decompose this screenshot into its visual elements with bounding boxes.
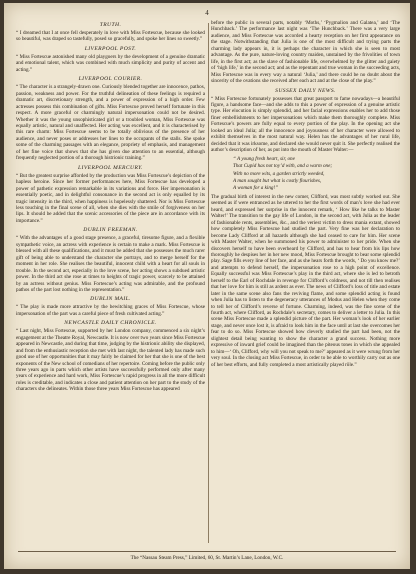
section-heading: SUSSEX DAILY NEWS.	[275, 87, 336, 94]
review-liverpool-mercury	[16, 164, 205, 225]
review-continued	[211, 20, 400, 85]
section-text: “ Last night, Miss Fortescue, supported by her London company, commenced a six night’s engagement at the Theatre Royal, Newcastle. It is now over two years since Miss Fortescue appeared in Newcastle, and during that time, judging by the histrionic ability she displayed, and from the enthusiastic reception she met with last night, the talented lady has made such good use of her opportunities that it may fairly be claimed for her that she is one of the best exponents of the New school of comedians of her repertoire. Coming before the public only three years ago in parts which other artists have successfully performed only after many years of experience and hard work, Miss Fortescue’s rapid progress in all the more difficult roles is creditable, and indicates a close and patient attention on her part to the study of the characters she delineates. Within those three years Miss Fortescue has appeared	[16, 328, 205, 393]
review-newcastle-daily-chronicle	[16, 319, 205, 393]
page-sheet	[4, 3, 410, 569]
section-heading: LIVERPOOL POST.	[84, 45, 137, 52]
review-liverpool-post	[16, 45, 205, 73]
left-column	[16, 20, 205, 545]
column-divider	[208, 23, 209, 543]
section-heading: LIVERPOOL COURIER.	[78, 76, 143, 83]
section-text: The gradual birth of interest in the new comer, Clifford, was most subtly worked out. She seemed as if were entranced as he uttered to her the first words of man’s love she had ever heard, and expressed her surprise in the innocent remark, ‘ How like he talks to Master Walter!’ The transition to the gay life of London, in the second act, with Julia as the leader of fashionable rents, assemblies, &c., and the veriest victim to dress mania extant, showed how completely Miss Fortescue had studied the part. Very fine was her declaration to become Lady Clifford at all hazards although she had ceased to care for him. Her scene with Master Walter, when he summoned his power to administer to her pride. When she discovers herself to have been overheard by Clifford, and has to hear from his lips how thoroughly he despises her in her new mood, Miss Fortescue brought to bear some splendid play. Sage fills every line of her face, and as she hears forth the words, ‘ Do you know me?’ and attempts to defend herself, the impersonation rose to a high point of excellence. Equally successful was Miss Fortescue’s play in the third act, where she is led to betroth herself to the Earl of Rochdale in revenge for Clifford’s coldness, and not till then realises that her love for him is still as ardent as ever. The news of Clifford’s loss of title and estate later in the same scene also fans the reviving flame, and some splendid acting is found when Julia has to listen to the degeneracy utterances of Modus and Helen when they come to tell her of Clifford’s reverse of fortune. Charming, indeed, was the fine scene of the fourth act, where Clifford, as Rochdale’s secretary, comes to deliver a letter to Julia. In this scene Miss Fortescue made a splendid picture of the part. Her woman’s look of her earlier stage, and never once lost it, is afraid to look him in the face until at last she overcomes her fear to do so. Miss Fortescue showed how cleverly studied the part had been, not the slightest detail being wanting to show the character a grand success. Nothing more expressive of inward grief could be imagined than the piteous tones in which she appealed to him—‘ Oh, Clifford, why will you not speak to me?’ appeared as it were wrung from her very soul. In the closing act Miss Fortescue, in order to be able to worthily carry out as one of her best efforts, and fully completed a most artistically played rôle.”	[211, 193, 400, 368]
verse-line: A man sought but what is costly flourishes,	[233, 177, 322, 184]
verse-line: “ A young fresh heart, sir, one	[233, 155, 295, 162]
review-sussex-continued	[211, 194, 400, 368]
section-heading: LIVERPOOL MERCURY.	[78, 164, 143, 171]
section-heading: TRUTH.	[99, 22, 122, 28]
section-text: “ But the greatest surprise afforded by the production was Miss Fortescue’s depiction of the hapless heroine. Since her former performances here, Miss Fortescue has developed a power of pathetic expression remarkable in its variations and force. Her impersonation is essentially poetic, and in delightful consonance in the second act is only equalled by its tragic intensity in the third, when happiness is hopelessly shattered. Nor is Miss Fortescue less touching in the final scene of all, when she dies with the smile of forgiveness on her lips. It should be added that the scenic accessories of the piece are in accordance with its importance.”	[16, 172, 205, 224]
section-text: before the public in several parts, notably ‘Moths,’ ‘Pygmalion and Galatea,’ and ‘The Hunchback.’ The performance last night was ‘The Hunchback.’ There was a very large audience, and Miss Fortescue was accorded a hearty reception on her first appearance on the stage. Notwithstanding that Julia is one of the most difficult and trying parts the charming lady appears in, it is perhaps the character in which she is seen to most advantage. As the pure, nature-loving country maiden, unstained by the frivolities of town life, in the first act; as the slave of fashionable life, overwhelmed by the glitter and gaiety of ‘high life,’ in the second act; and as the repentant and true woman in the succeeding acts, Miss Fortescue was in every way a natural ‘Julia,’ and there could be no doubt about the sincerity of the ovations she received after each act and at the close of the play.”	[211, 20, 400, 85]
section-text: “ With the advantages of a good stage presence, a graceful, tiresome figure, and a flexible sympathetic voice, an actress with experience is certain to make a mark. Miss Fortescue is blessed with all these qualifications, and it must be added that she possesses the much rarer gift of being able to understand the character she portrays, and to merge herself for the moment in her role. She realises the beautiful, innocent child with a heart for all souls in trouble. In the second act, especially in the love scene, her acting shows a subdued artistic power. In the third act she rose at times to heights of tragic power, scarcely to be attained by an actress without genius. Miss Fortescue’s acting was admirable, and the profound pathos of the part lost nothing in the representation.”	[16, 235, 205, 293]
section-heading: NEWCASTLE DAILY CHRONICLE.	[64, 320, 157, 327]
review-truth	[16, 21, 205, 43]
section-heading: DUBLIN MAIL.	[90, 296, 131, 303]
review-dublin-mail	[16, 295, 205, 317]
right-column	[211, 20, 400, 545]
page-number: 4	[205, 9, 209, 17]
verse-line: With no more wits, a garden strictly weeded,	[233, 170, 325, 177]
section-heading: DUBLIN FREEMAN.	[83, 227, 138, 234]
section-text: “ The character is a strangely-drawn one. Curiously blended together are innocence, pathos, passion, weakness and power. For the truthful delineation of these feelings is required a dramatic art, discretionary strength, and a power of expression of a high order. Few actresses possess this combination of gifts. Miss Fortescue proved herself fortunate in this respect. A more graceful or charmingly natural impersonation could not be desired. Whether it was the young unsophisticated girl or a troubled woman, Miss Fortescue was equally artistic, natural and unaffected. Her acting was excellent, and it is characterised by this rare charm: Miss Fortescue seems to be totally oblivious of the presence of her audience, and never poses or addresses her lines to the occupants of the stalls. She spoke some of the charming passages with an elegance, propriety of emphasis, and management of her fine voice that shows that she has given due attention to an essential, although frequently neglected portion of a thorough histrionic training.”	[16, 84, 205, 162]
section-text: “ I dreamed that I at once fell desperately in love with Miss Fortescue, because she looked so beautiful, was draped so tastefully, posed so gracefully, and spoke her lines so sweetly.”	[16, 30, 205, 43]
verse-line: That Cupid has not toy’d with, and a warm one;	[233, 163, 333, 170]
verse-line: A woman for a king!”	[233, 185, 279, 192]
section-text: “ Miss Fortescue astonished many old playgoers by the development of a genuine dramatic and emotional talent, which was combined with much simplicity and purity of accent and acting.”	[16, 53, 205, 73]
review-liverpool-courier	[16, 75, 205, 161]
review-sussex-daily-news	[211, 87, 400, 154]
section-text: “ The play is made more attractive by the bewitching graces of Miss Fortescue, whose impersonation of the part was a careful piece of fresh cultivated acting.”	[16, 304, 205, 317]
printer-imprint: The “Nassau Steam Press,” Limited, 60, St. Martin’s Lane, London, W.C.	[18, 551, 396, 561]
section-text: “ Miss Fortescue fortunately possesses that great passport to fame nowadays—a beautiful figure, a handsome face—and she adds to this a power of expression of a genuine artistic type. Her elocution is simply splendid, and her facial expressions enables her to add those finer embellishments to her impersonations which make them thoroughly complete. Miss Fortescue’s powers are fully equal to every portion of the play. In the opening act she looked an ideal Julia; all the innocence and joyousness of her character were allowed to exhibit themselves in the most natural way. Helen has the advantages of her rural life, decided that it was irksome, and declared she would never quit it. She perfectly realised the author’s description of her, as put into the mouth of Master Walter:—	[211, 95, 400, 154]
quoted-verse	[211, 156, 400, 192]
review-dublin-freeman	[16, 226, 205, 293]
